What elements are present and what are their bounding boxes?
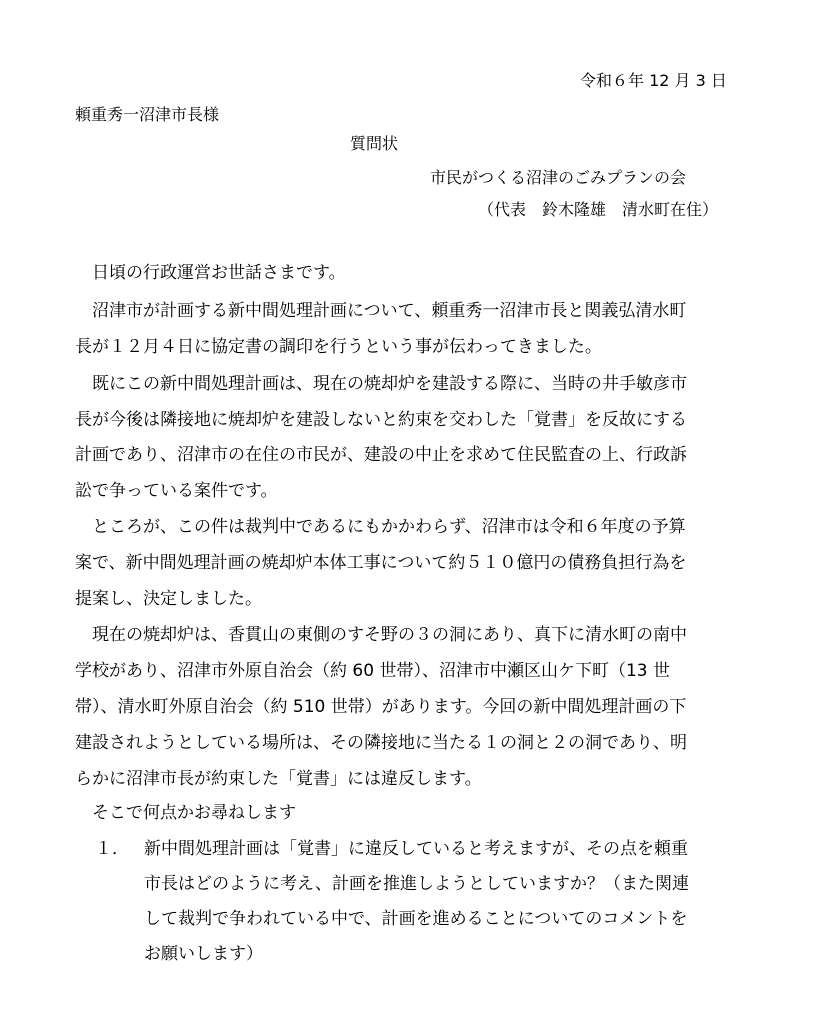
paragraph-line: 長が１２月４日に協定書の調印を行うという事が伝わってきました。 [75,337,602,357]
sender-organization: 市民がつくる沼津のごみプランの会 [430,168,687,187]
document-date: 令和６年 12 月 3 日 [580,71,727,90]
question-line: 新中間処理計画は「覚書」に違反していると考えますが、その点を頼重 [144,839,688,859]
sender-representative: （代表 鈴木隆雄 清水町在住） [478,200,719,219]
paragraph-line: 計画であり、沼津市の在住の市民が、建設の中止を求めて住民監査の上、行政訴 [75,445,687,465]
paragraph-line: 学校があり、沼津市外原自治会（約 60 世帯）、沼津市中瀬区山ケ下町（13 世 [75,661,670,681]
question-number: １． [95,839,129,859]
paragraph-line: 建設されようとしている場所は、その隣接地に当たる１の洞と２の洞であり、明 [75,733,687,753]
paragraph-line: 訟で争っている案件です。 [75,481,278,501]
question-line: して裁判で争われている中で、計画を進めることについてのコメントを [144,909,688,929]
paragraph-line: そこで何点かお尋ねします [92,803,296,823]
document-title: 質問状 [350,134,399,153]
paragraph-line: 案で、新中間処理計画の焼却炉本体工事について約５１０億円の債務負担行為を [75,553,687,573]
paragraph-line: ところが、この件は裁判中であるにもかかわらず、沼津市は令和６年度の予算 [92,517,686,537]
question-line: 市長はどのように考え、計画を推進しようとしていますか？（また関連 [144,874,690,894]
paragraph-line: 帯）、清水町外原自治会（約 510 世帯）があります。今回の新中間処理計画の下 [75,697,687,717]
paragraph-line: らかに沼津市長が約束した「覚書」には違反します。 [75,769,482,789]
addressee: 頼重秀一沼津市長様 [75,105,220,124]
paragraph-line: 現在の焼却炉は、香貫山の東側のすそ野の３の洞にあり、真下に清水町の南中 [92,625,687,645]
paragraph-line: 沼津市が計画する新中間処理計画について、頼重秀一沼津市長と関義弘清水町 [92,301,687,321]
paragraph-line: 提案し、決定しました。 [75,589,262,609]
paragraph-line: 既にこの新中間処理計画は、現在の焼却炉を建設する際に、当時の井手敏彦市 [92,374,687,394]
question-line: お願いします） [144,944,263,964]
paragraph-line: 長が今後は隣接地に焼却炉を建設しないと約束を交わした「覚書」を反故にする [75,410,687,430]
paragraph-line: 日頃の行政運営お世話さまです。 [92,263,346,283]
